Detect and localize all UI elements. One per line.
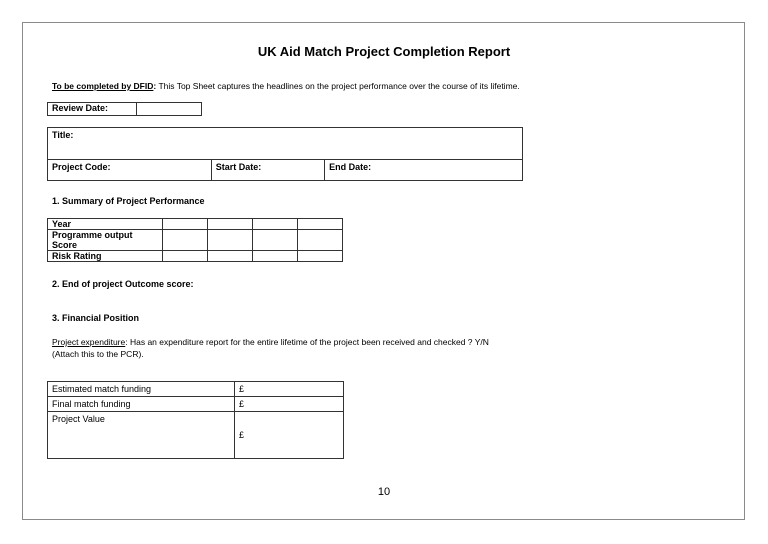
section3-heading: 3. Financial Position	[52, 313, 140, 323]
table-cell[interactable]	[298, 230, 343, 251]
performance-table	[47, 218, 343, 262]
financial-table	[47, 381, 344, 459]
table-cell[interactable]	[208, 251, 253, 262]
project-value-label: Project Value	[48, 412, 235, 459]
expenditure-paragraph	[52, 336, 489, 360]
review-date-table	[47, 102, 202, 116]
review-date-field[interactable]	[137, 103, 202, 116]
table-cell[interactable]	[163, 230, 208, 251]
intro-colon: :	[153, 81, 157, 91]
table-row	[48, 382, 344, 397]
table-cell[interactable]	[298, 219, 343, 230]
start-date-field[interactable]: Start Date:	[211, 160, 324, 181]
table-cell[interactable]	[163, 251, 208, 262]
table-row	[48, 412, 344, 459]
table-row	[48, 219, 343, 230]
title-field[interactable]: Title:	[48, 128, 523, 160]
report-title: UK Aid Match Project Completion Report	[257, 44, 511, 59]
intro-body: This Top Sheet captures the headlines on the project performance over the course of its lifetime.	[156, 81, 520, 91]
project-info-table	[47, 127, 523, 181]
table-cell[interactable]	[253, 219, 298, 230]
estimated-match-funding-value[interactable]: £	[235, 382, 344, 397]
table-row	[48, 230, 343, 251]
project-code-field[interactable]: Project Code:	[48, 160, 212, 181]
table-cell[interactable]	[253, 251, 298, 262]
intro-text	[52, 81, 520, 91]
estimated-match-funding-label: Estimated match funding	[48, 382, 235, 397]
table-row	[48, 397, 344, 412]
table-cell[interactable]	[253, 230, 298, 251]
row-label-year: Year	[48, 219, 163, 230]
table-cell[interactable]	[208, 230, 253, 251]
intro-lead: To be completed by DFID	[52, 81, 154, 91]
table-cell[interactable]	[163, 219, 208, 230]
section2-heading: 2. End of project Outcome score:	[52, 279, 194, 289]
row-label-risk-rating: Risk Rating	[48, 251, 163, 262]
table-cell[interactable]	[208, 219, 253, 230]
project-value-value[interactable]: £	[235, 412, 344, 459]
expenditure-label: Project expenditure	[52, 337, 126, 347]
section1-heading: 1. Summary of Project Performance	[52, 196, 205, 206]
attach-note: (Attach this to the PCR).	[52, 349, 144, 359]
final-match-funding-label: Final match funding	[48, 397, 235, 412]
table-row	[48, 251, 343, 262]
expenditure-question: : Has an expenditure report for the entire lifetime of the project been received and checked ? Y/N	[125, 337, 489, 347]
final-match-funding-value[interactable]: £	[235, 397, 344, 412]
table-cell[interactable]	[298, 251, 343, 262]
page-number: 10	[377, 486, 391, 498]
end-date-field[interactable]: End Date:	[325, 160, 523, 181]
review-date-label: Review Date:	[48, 103, 137, 116]
row-label-programme-output-score: Programme output Score	[48, 230, 163, 251]
